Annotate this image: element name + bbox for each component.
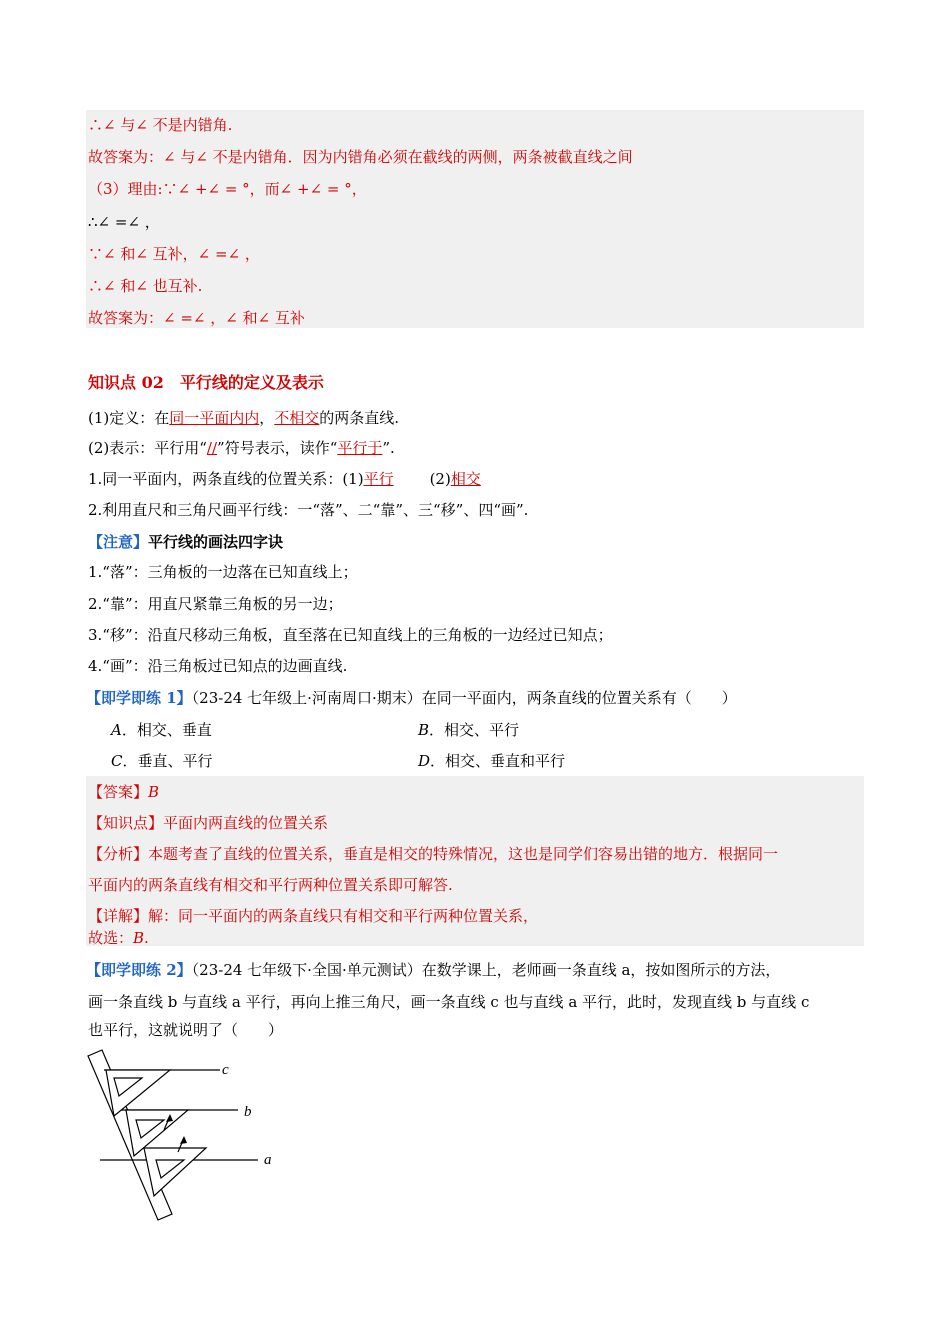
label-a: a	[264, 1152, 272, 1168]
answer-row	[88, 782, 159, 802]
answer-box-top	[86, 110, 864, 328]
analysis-text-1: 本题考查了直线的位置关系，垂直是相交的特殊情况，这也是同学们容易出错的地方．根据同一	[148, 845, 779, 863]
triangle-top	[106, 1070, 170, 1116]
relation-blank-1: 平行	[363, 470, 394, 488]
option-c[interactable]	[111, 751, 213, 771]
detail-label: 【详解】	[88, 907, 149, 925]
note-item: 2.“靠”：用直尺紧靠三角板的另一边；	[88, 595, 343, 613]
knowledge-row	[88, 813, 328, 833]
relation-prefix: 1.同一平面内，两条直线的位置关系：(1)	[88, 470, 364, 488]
note-heading	[88, 532, 283, 552]
exercise-1-question	[86, 688, 737, 708]
exercise-2-line-3: 也平行，这就说明了（ ）	[88, 1021, 284, 1039]
triangle-bottom	[144, 1148, 206, 1196]
option-letter: A	[111, 721, 122, 739]
representation-blank-2: 平行于	[337, 439, 383, 457]
draw-method-line: 2.利用直尺和三角尺画平行线：一“落”、二“靠”、三“移”、四“画”.	[88, 501, 529, 519]
representation-mid: ”符号表示，读作“	[217, 439, 338, 457]
option-text: ．相交、平行	[429, 721, 520, 739]
choose-row	[88, 928, 149, 948]
option-a[interactable]	[111, 720, 212, 740]
knowledge-value: 平面内两直线的位置关系	[163, 814, 329, 832]
relation-mid: (2)	[429, 470, 451, 488]
representation-prefix: (2)表示：平行用“	[88, 439, 207, 457]
reason-text: ∵∠ +∠ = °，而∠ +∠ = °，	[162, 180, 367, 198]
representation-suffix: ”.	[382, 439, 395, 457]
option-letter: D	[418, 752, 431, 770]
answer-line: ∴∠ 和∠ 也互补.	[88, 277, 203, 295]
note-item: 4.“画”：沿三角板过已知点的边画直线.	[88, 657, 348, 675]
analysis-row	[88, 844, 778, 864]
exercise-2-line-2: 画一条直线 b 与直线 a 平行，再向上推三角尺，画一条直线 c 也与直线 a 平行，此时，发现直线 b 与直线 c	[88, 993, 810, 1011]
answer-label: 【答案】	[88, 783, 149, 801]
option-b[interactable]	[418, 720, 519, 740]
answer-value: B	[148, 783, 160, 801]
note-title: 平行线的画法四字诀	[148, 533, 284, 551]
knowledge-label: 【知识点】	[88, 814, 164, 832]
option-d[interactable]	[418, 751, 565, 771]
option-letter: B	[418, 721, 430, 739]
definition-prefix: (1)定义：在	[88, 409, 170, 427]
exercise-1-text: （23-24 七年级上·河南周口·期末）在同一平面内，两条直线的位置关系有（ ）	[191, 689, 737, 707]
option-text: ．垂直、平行	[122, 752, 213, 770]
choose-suffix: .	[144, 929, 149, 947]
definition-line	[88, 408, 399, 428]
relation-blank-2: 相交	[450, 470, 481, 488]
definition-blank-1: 同一平面内内	[169, 409, 260, 427]
exercise-2-text-1: （23-24 七年级下·全国·单元测试）在数学课上，老师画一条直线 a，按如图所示的方法，	[191, 961, 781, 979]
definition-blank-2: 不相交	[274, 409, 320, 427]
option-text: ．相交、垂直	[121, 721, 212, 739]
answer-line: 故答案为：∠ =∠ ，∠ 和∠ 互补	[88, 309, 305, 327]
option-text: ．相交、垂直和平行	[430, 752, 566, 770]
reason-label: （3）理由:	[88, 180, 163, 198]
answer-line: 故答案为：∠ 与∠ 不是内错角．因为内错角必须在截线的两侧，两条被截直线之间	[88, 148, 633, 166]
exercise-2-line-1	[86, 960, 780, 980]
representation-line	[88, 438, 395, 458]
definition-mid: ，	[259, 409, 275, 427]
relation-line	[88, 469, 481, 489]
answer-line: ∴∠ 与∠ 不是内错角.	[88, 116, 233, 134]
parallel-lines-figure	[84, 1048, 284, 1228]
answer-line	[88, 179, 367, 199]
section-title: 知识点 02 平行线的定义及表示	[88, 373, 324, 392]
answer-line: ∵∠ 和∠ 互补，∠ =∠ ，	[88, 245, 260, 263]
choose-value: B	[133, 929, 145, 947]
detail-text: 解：同一平面内的两条直线只有相交和平行两种位置关系，	[148, 907, 539, 925]
choose-prefix: 故选：	[88, 929, 134, 947]
detail-row	[88, 906, 538, 926]
option-letter: C	[111, 752, 123, 770]
definition-suffix: 的两条直线.	[319, 409, 400, 427]
note-item: 3.“移”：沿直尺移动三角板，直至落在已知直线上的三角板的一边经过已知点；	[88, 626, 613, 644]
note-tag: 【注意】	[88, 533, 149, 551]
representation-blank-1: //	[206, 439, 218, 457]
answer-line: ∴∠ =∠ ，	[88, 213, 160, 231]
analysis-label: 【分析】	[88, 845, 149, 863]
exercise-2-tag: 【即学即练 2】	[86, 961, 192, 979]
label-b: b	[244, 1104, 252, 1120]
exercise-1-tag: 【即学即练 1】	[86, 689, 192, 707]
analysis-row-2: 平面内的两条直线有相交和平行两种位置关系即可解答.	[88, 876, 453, 894]
label-c: c	[222, 1062, 229, 1078]
note-item: 1.“落”：三角板的一边落在已知直线上；	[88, 563, 358, 581]
